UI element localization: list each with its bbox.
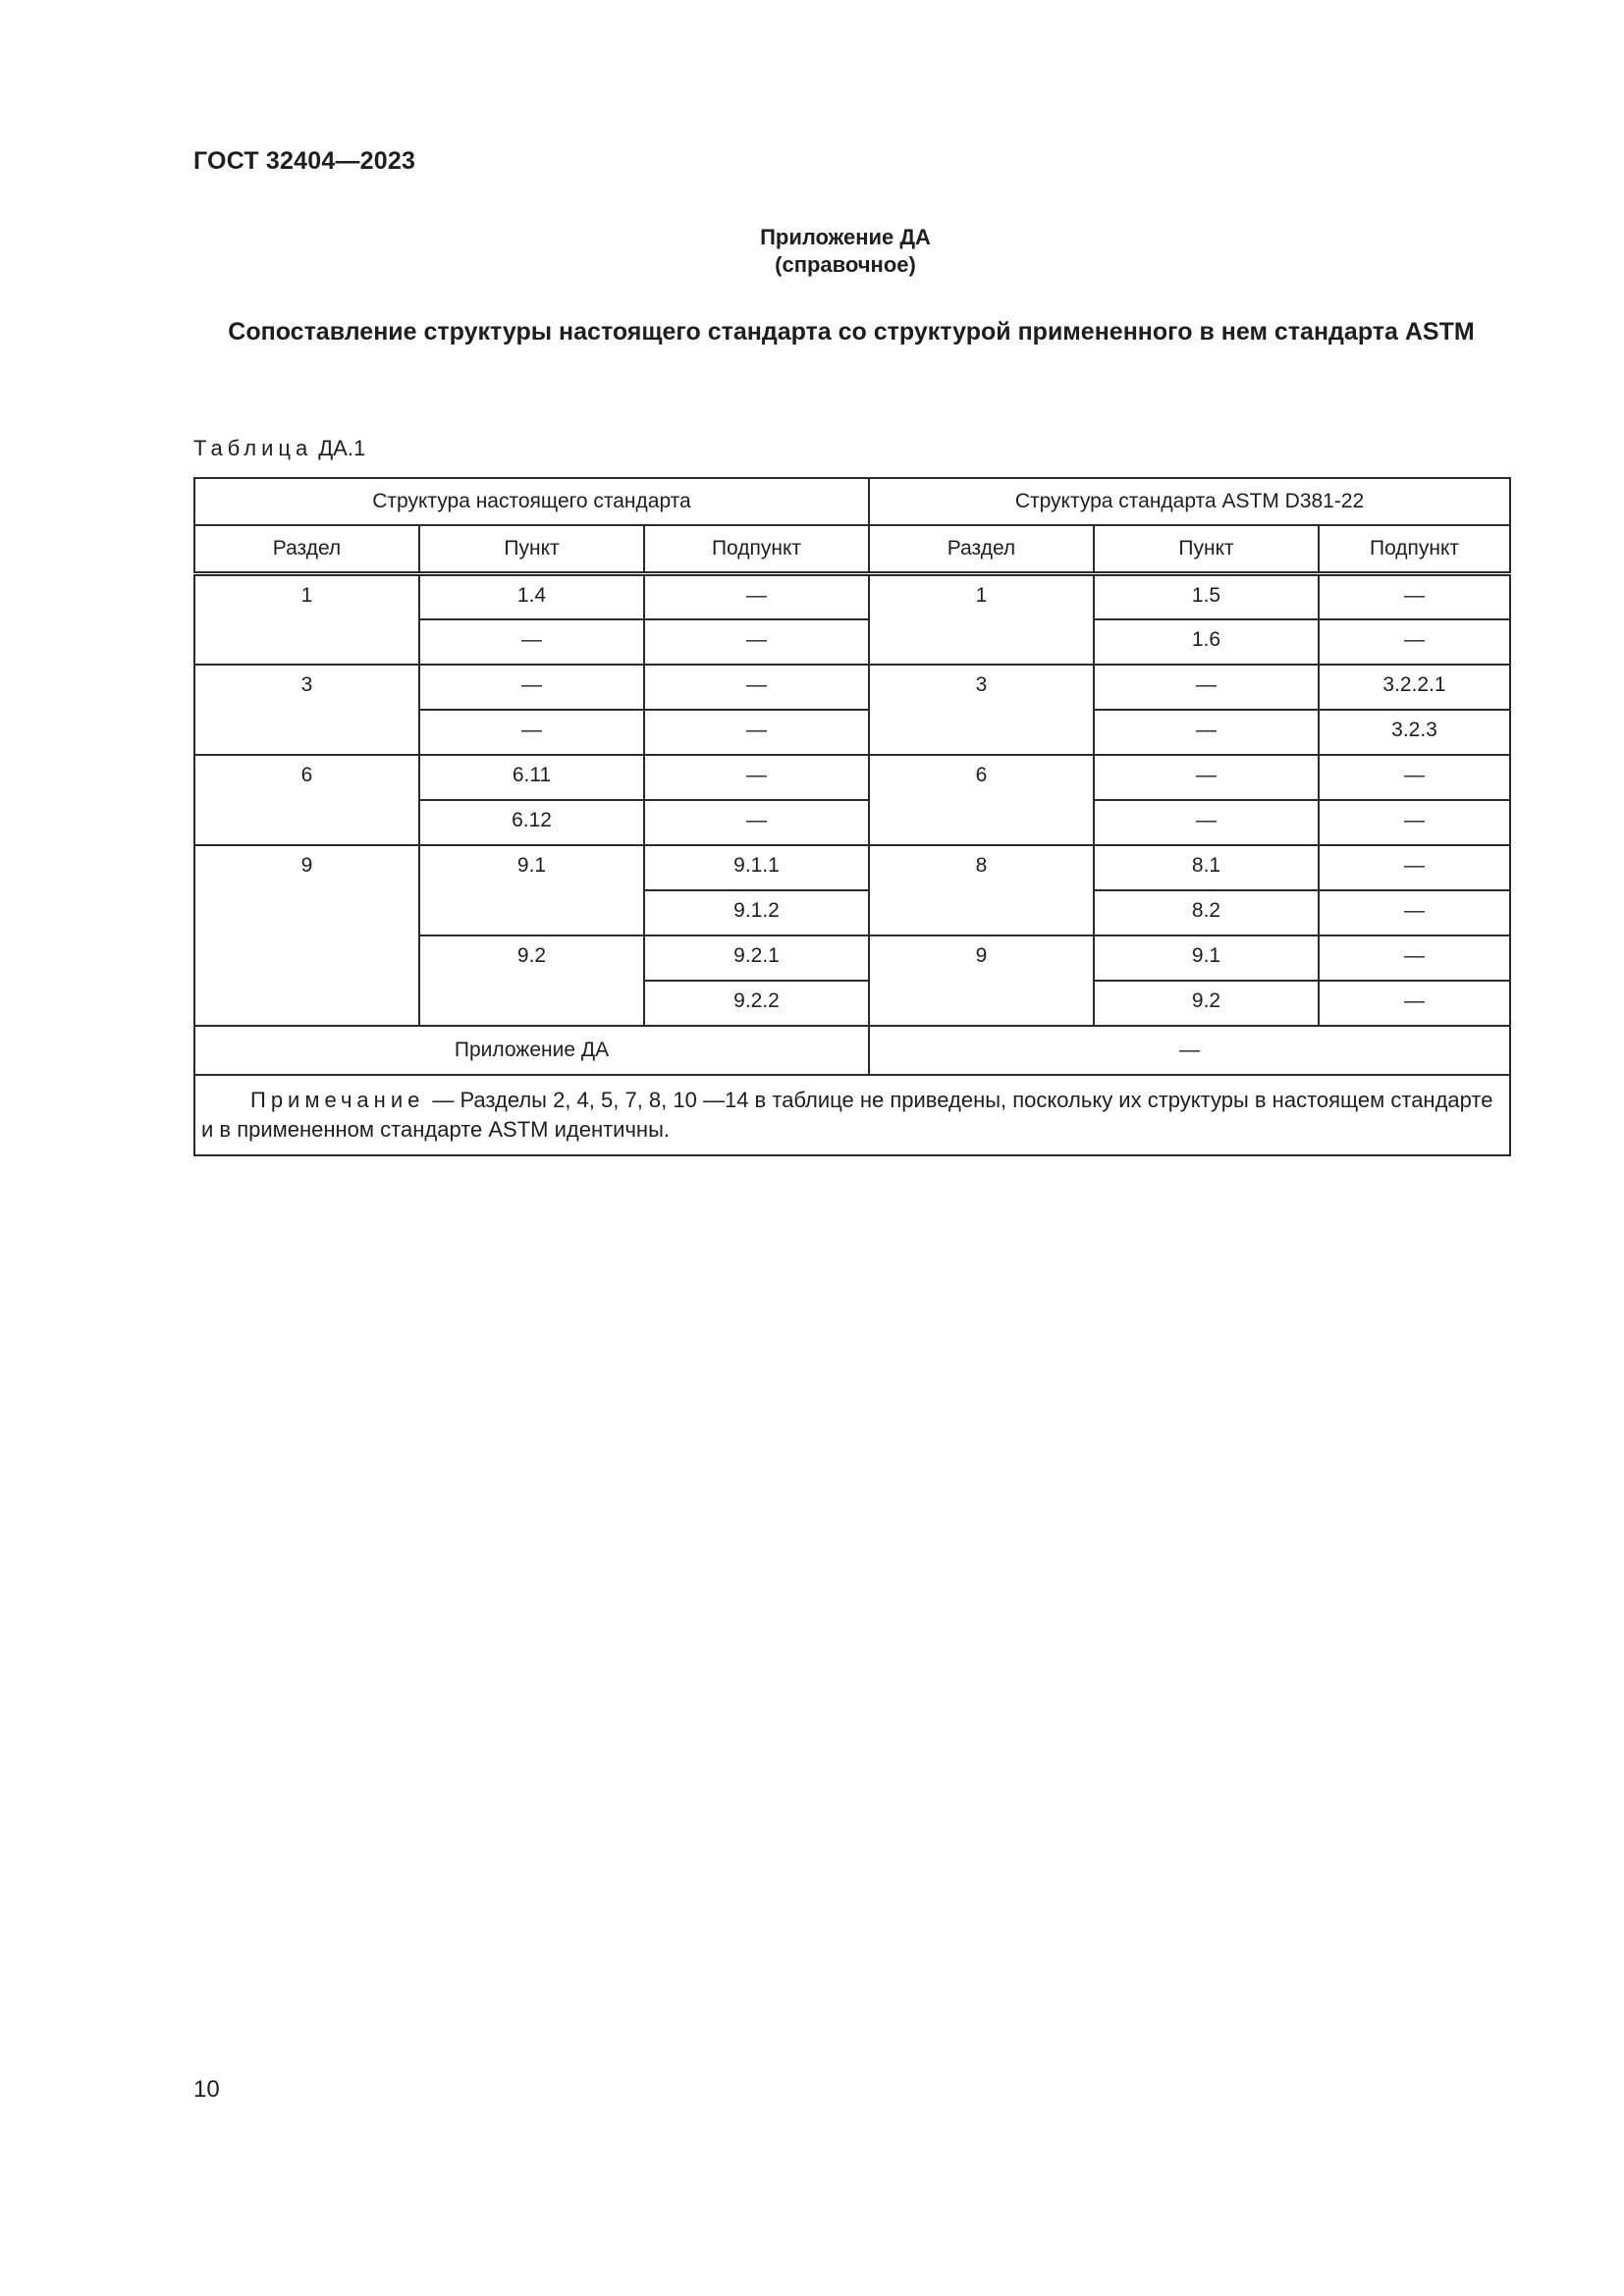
note-text: — Разделы 2, 4, 5, 7, 8, 10 —14 в таблице не приведены, поскольку их структуры в настоящем стандарте и в примененном стандарте ASTM идентичны. bbox=[201, 1087, 1493, 1142]
left-sub-cell: — bbox=[644, 710, 869, 755]
group-header-astm-standard: Структура стандарта ASTM D381-22 bbox=[869, 478, 1510, 525]
right-sub-cell: — bbox=[1319, 800, 1510, 845]
left-sub-cell: — bbox=[644, 574, 869, 619]
left-section-cell: 1 bbox=[194, 574, 419, 665]
right-item-cell: 1.6 bbox=[1094, 619, 1319, 665]
left-section-cell: 3 bbox=[194, 665, 419, 755]
group-header-this-standard: Структура настоящего стандарта bbox=[194, 478, 869, 525]
right-item-cell: 8.2 bbox=[1094, 890, 1319, 935]
table-row bbox=[194, 845, 1510, 890]
table-group-header-row bbox=[194, 478, 1510, 525]
right-sub-cell: — bbox=[1319, 619, 1510, 665]
left-section-cell: 9 bbox=[194, 845, 419, 1026]
right-sub-cell: — bbox=[1319, 845, 1510, 890]
comparison-table bbox=[193, 477, 1511, 1156]
right-item-cell: 9.1 bbox=[1094, 935, 1319, 981]
left-item-cell: 6.11 bbox=[419, 755, 644, 800]
left-sub-cell: 9.1.1 bbox=[644, 845, 869, 890]
right-sub-cell: — bbox=[1319, 574, 1510, 619]
right-item-cell: — bbox=[1094, 800, 1319, 845]
annex-title: Приложение ДА bbox=[760, 225, 931, 249]
annex-row-left: Приложение ДА bbox=[194, 1026, 869, 1075]
left-sub-cell: — bbox=[644, 755, 869, 800]
right-item-cell: 8.1 bbox=[1094, 845, 1319, 890]
right-sub-cell: — bbox=[1319, 890, 1510, 935]
note-label: Примечание bbox=[250, 1087, 425, 1112]
annex-row-right: — bbox=[869, 1026, 1510, 1075]
left-sub-cell: 9.2.1 bbox=[644, 935, 869, 981]
table-row bbox=[194, 574, 1510, 619]
column-header: Подпункт bbox=[1319, 525, 1510, 574]
column-header: Подпункт bbox=[644, 525, 869, 574]
left-sub-cell: 9.1.2 bbox=[644, 890, 869, 935]
left-sub-cell: — bbox=[644, 800, 869, 845]
right-sub-cell: 3.2.3 bbox=[1319, 710, 1510, 755]
right-item-cell: — bbox=[1094, 665, 1319, 710]
right-item-cell: 1.5 bbox=[1094, 574, 1319, 619]
table-caption-label: Таблица bbox=[193, 436, 313, 460]
left-item-cell: 9.2 bbox=[419, 935, 644, 1026]
right-item-cell: 9.2 bbox=[1094, 981, 1319, 1026]
right-item-cell: — bbox=[1094, 710, 1319, 755]
left-item-cell: 1.4 bbox=[419, 574, 644, 619]
table-column-header-row bbox=[194, 525, 1510, 574]
right-section-cell: 8 bbox=[869, 845, 1094, 935]
left-item-cell: — bbox=[419, 619, 644, 665]
table-row bbox=[194, 755, 1510, 800]
column-header: Пункт bbox=[1094, 525, 1319, 574]
table-caption bbox=[193, 436, 365, 461]
right-item-cell: — bbox=[1094, 755, 1319, 800]
right-sub-cell: — bbox=[1319, 755, 1510, 800]
right-section-cell: 9 bbox=[869, 935, 1094, 1026]
column-header: Пункт bbox=[419, 525, 644, 574]
annex-heading bbox=[0, 224, 1624, 279]
left-item-cell: 9.1 bbox=[419, 845, 644, 935]
table-caption-number: ДА.1 bbox=[318, 436, 366, 460]
left-item-cell: 6.12 bbox=[419, 800, 644, 845]
table-note bbox=[194, 1075, 1510, 1155]
table-row bbox=[194, 665, 1510, 710]
right-sub-cell: — bbox=[1319, 981, 1510, 1026]
page-title: Сопоставление структуры настоящего стандарта со структурой примененного в нем стандарта ASTM bbox=[228, 318, 1475, 346]
right-section-cell: 1 bbox=[869, 574, 1094, 665]
left-sub-cell: — bbox=[644, 665, 869, 710]
left-item-cell: — bbox=[419, 710, 644, 755]
right-section-cell: 6 bbox=[869, 755, 1094, 845]
left-item-cell: — bbox=[419, 665, 644, 710]
left-sub-cell: 9.2.2 bbox=[644, 981, 869, 1026]
right-sub-cell: 3.2.2.1 bbox=[1319, 665, 1510, 710]
annex-row bbox=[194, 1026, 1510, 1075]
column-header: Раздел bbox=[194, 525, 419, 574]
right-section-cell: 3 bbox=[869, 665, 1094, 755]
left-sub-cell: — bbox=[644, 619, 869, 665]
left-section-cell: 6 bbox=[194, 755, 419, 845]
note-row bbox=[194, 1075, 1510, 1155]
right-sub-cell: — bbox=[1319, 935, 1510, 981]
document-code: ГОСТ 32404—2023 bbox=[193, 147, 416, 175]
annex-subtitle: (справочное) bbox=[775, 252, 916, 277]
column-header: Раздел bbox=[869, 525, 1094, 574]
page-number: 10 bbox=[193, 2076, 220, 2103]
